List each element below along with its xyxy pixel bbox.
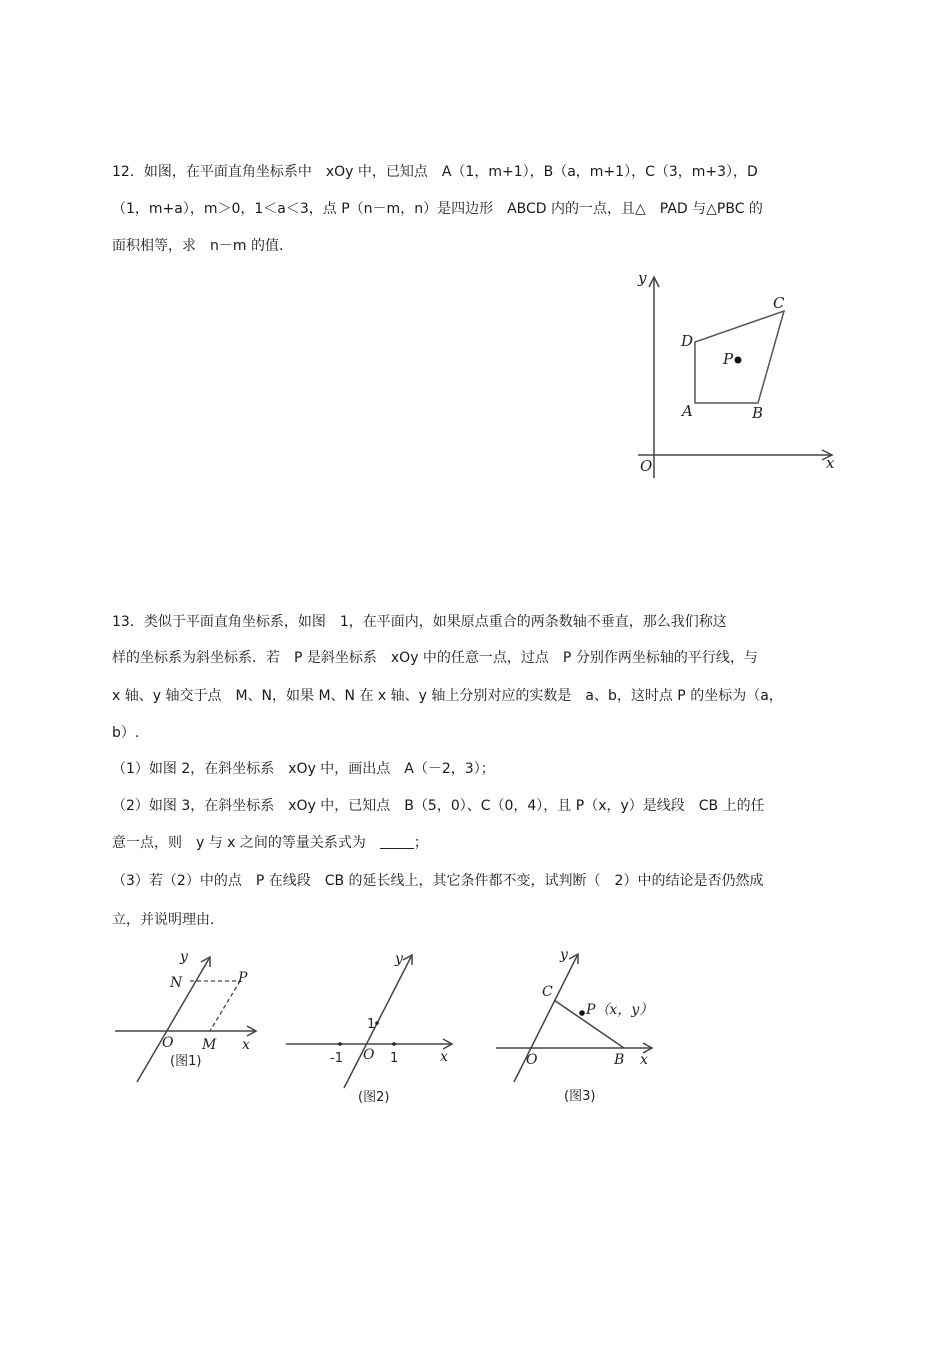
fig1-y-label: y	[180, 949, 188, 965]
q12-line-2: （1，m+a），m＞0，1＜a＜3，点 P（n－m，n）是四边形 ABCD 内的一点，且△ PAD 与△PBC 的	[112, 201, 763, 217]
q13-part-1: （1）如图 2，在斜坐标系 xOy 中，画出点 A（－2，3）；	[112, 761, 495, 777]
q13-line-1: 13．类似于平面直角坐标系，如图 1，在平面内，如果原点重合的两条数轴不垂直，那么我们称这	[112, 614, 727, 630]
fig2-x-label: x	[440, 1049, 448, 1065]
q13-fig1	[110, 945, 270, 1085]
q12-figure	[630, 265, 845, 485]
fig3-x-label: x	[640, 1052, 648, 1068]
q12-d-label: D	[681, 332, 694, 350]
q12-p-label: P	[723, 350, 734, 368]
q13-part-2: （2）如图 3，在斜坐标系 xOy 中，已知点 B（5，0）、C（0，4），且 P（x，y）是线段 CB 上的任	[112, 798, 765, 814]
fig3-b-label: B	[614, 1052, 625, 1068]
q13-line6-suffix: ；	[413, 835, 428, 851]
q12-line-3: 面积相等，求 n－m 的值.	[112, 238, 284, 254]
fig3-p-label: P（x，y）	[586, 1002, 654, 1018]
fig3-o-label: O	[526, 1052, 538, 1068]
fig3-y-label: y	[560, 947, 568, 963]
fig2-caption: (图2)	[358, 1090, 390, 1105]
fig1-caption: (图1)	[170, 1054, 202, 1069]
fig1-p-label: P	[238, 970, 248, 986]
q13-fig3	[494, 940, 664, 1105]
q13-line-2: 样的坐标系为斜坐标系．若 P 是斜坐标系 xOy 中的任意一点，过点 P 分别作两坐标轴的平行线，与	[112, 650, 758, 666]
fig2-one-x-label: 1	[390, 1051, 399, 1066]
fig3-caption: (图3)	[564, 1089, 596, 1104]
q13-line-4: b）.	[112, 725, 140, 741]
fig2-y-label: y	[395, 951, 403, 967]
q12-x-label: x	[826, 454, 835, 472]
q12-c-label: C	[773, 294, 785, 312]
fig1-o-label: O	[162, 1035, 174, 1051]
fig3-c-label: C	[542, 984, 553, 1000]
answer-blank	[380, 834, 414, 849]
fig1-x-label: x	[242, 1037, 250, 1053]
q13-part-3: （3）若（2）中的点 P 在线段 CB 的延长线上，其它条件都不变，试判断（ 2）中的结论是否仍然成	[112, 873, 764, 889]
q13-line6-prefix: 意一点，则 y 与 x 之间的等量关系式为	[112, 835, 380, 851]
q12-line-1: 12．如图，在平面直角坐标系中 xOy 中，已知点 A（1，m+1），B（a，m+1），C（3，m+3），D	[112, 164, 758, 180]
q13-part-2-cont	[112, 833, 428, 853]
q13-fig2	[282, 945, 457, 1105]
fig1-n-label: N	[170, 975, 183, 991]
q13-line-3: x 轴、y 轴交于点 M、N，如果 M、N 在 x 轴、y 轴上分别对应的实数是 a、b，这时点 P 的坐标为（a，	[112, 688, 783, 704]
fig1-m-label: M	[202, 1037, 217, 1053]
q12-origin-label: O	[640, 457, 653, 475]
q12-b-label: B	[752, 404, 764, 422]
q12-a-label: A	[682, 402, 693, 420]
fig2-one-y-label: 1	[367, 1017, 376, 1032]
fig2-neg1-label: -1	[330, 1051, 343, 1066]
fig2-o-label: O	[363, 1047, 375, 1063]
q12-y-label: y	[638, 269, 647, 287]
q13-part-3-cont: 立，并说明理由.	[112, 912, 215, 928]
